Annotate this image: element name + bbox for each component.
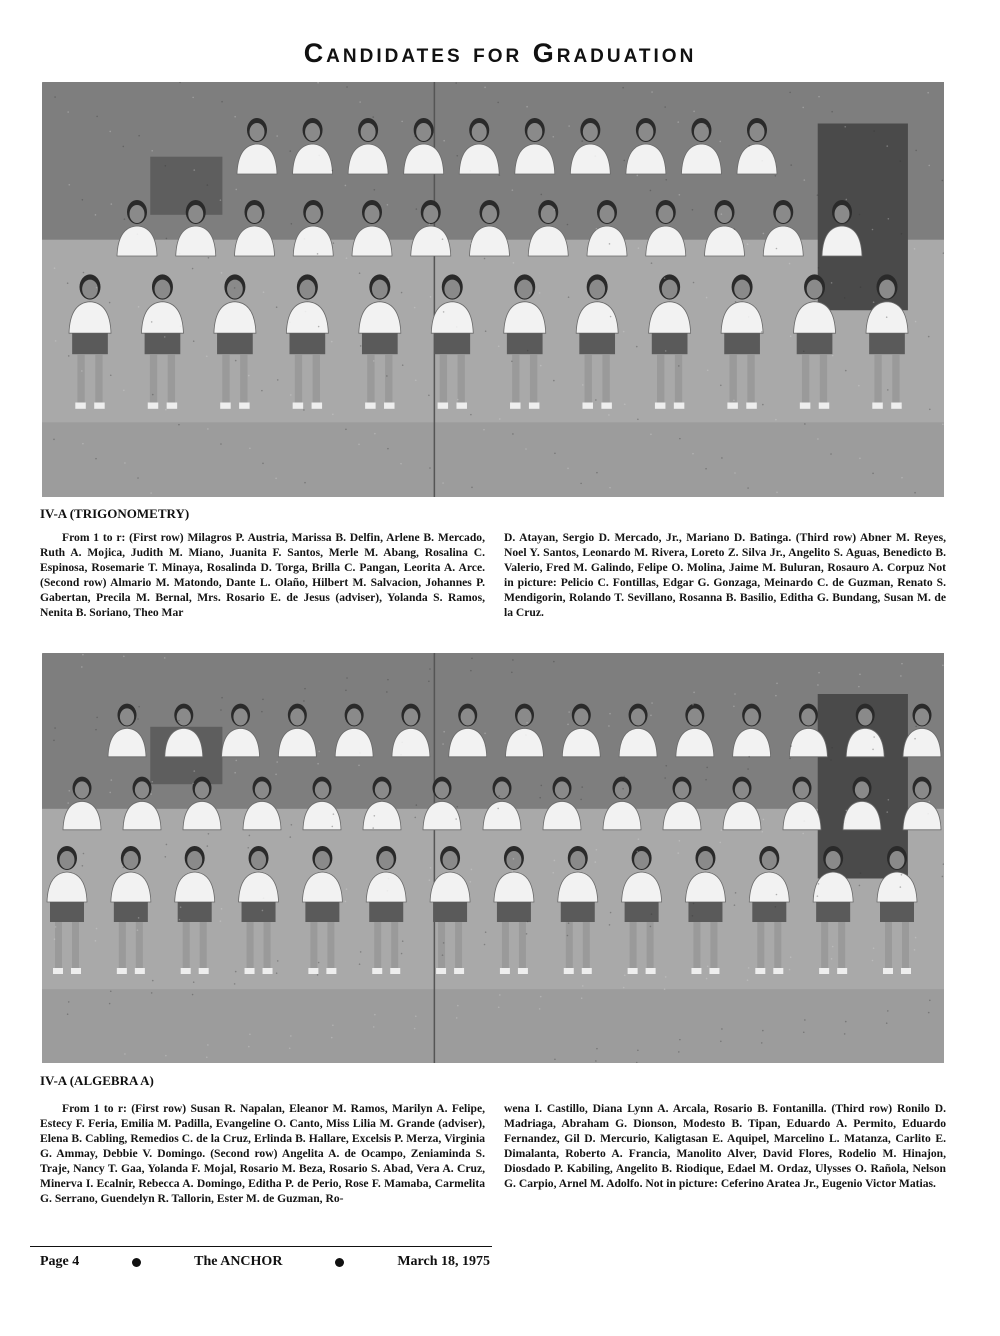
section-heading-algebra: IV-A (ALGEBRA A) <box>40 1073 154 1088</box>
caption-trigonometry-left: From 1 to r: (First row) Milagros P. Austria, Marissa B. Delfin, Arlene B. Mercado, Ruth A. Mojica, Judith M. Miano, Juanita F. Santos, Merle M. Abang, Rosalina C. Espinosa, Rosemarie T. Minaya, Rosalinda D. Torga, Brilla C. Pangan, Leorita A. Arce. (Second row) Almario M. Matondo, Dante L. Olaño, Hilbert M. Salvacion, Johannes P. Gabertan, Precila M. Bernal, Mrs. Rosario E. de Jesus (adviser), Yolanda S. Ramos, Nenita B. Soriano, Theo Mar <box>40 531 485 619</box>
class-photo-algebra <box>42 653 944 1063</box>
bullet-icon <box>335 1258 344 1267</box>
bullet-icon <box>132 1258 141 1267</box>
footer-publication: The ANCHOR <box>194 1254 283 1269</box>
class-photo-algebra-image <box>42 653 944 1063</box>
footer-date: March 18, 1975 <box>397 1254 490 1269</box>
caption-trigonometry-right: D. Atayan, Sergio D. Mercado, Jr., Mariano D. Batinga. (Third row) Abner M. Reyes, Noel Y. Santos, Leonardo M. Rivera, Loreto Z. Silva Jr., Angelito S. Aguas, Benedicto B. Valerio, Fred M. Galindo, Felipe O. Molina, Jaime M. Buluran, Rosauro A. Corpuz Not in picture: Pelicio C. Fontillas, Edgar G. Gonzaga, Meinardo C. de Guzman, Renato S. Mendigorin, Rolando T. Sevillano, Rosanna B. Basilio, Editha G. Bundang, Susan M. de la Cruz. <box>504 531 946 619</box>
caption-algebra-left: From 1 to r: (First row) Susan R. Napalan, Eleanor M. Ramos, Marilyn A. Felipe, Estecy F. Feria, Emilia M. Padilla, Evangeline O. Canto, Miss Lilia M. Grande (adviser), Elena B. Cabling, Remedios C. de la Cruz, Erlinda B. Hallare, Excelsis P. Merza, Virginia G. Ammay, Debbie V. Domingo. (Second row) Angelita A. de Ocampo, Zeniaminda S. Traje, Nancy T. Gaa, Yolanda F. Mojal, Rosario M. Beza, Rosario S. Abad, Vera A. Cruz, Minerva I. Ecalnir, Rebecca A. Domingo, Editha P. de Perio, Rose F. Mamaba, Carmelita G. Serrano, Guendelyn R. Tallorin, Ester M. de Guzman, Ro- <box>40 1102 485 1205</box>
footer-page-number: Page 4 <box>40 1254 80 1269</box>
caption-algebra-right: wena I. Castillo, Diana Lynn A. Arcala, Rosario B. Fontanilla. (Third row) Ronilo D. Madriaga, Abraham G. Dionson, Modesto B. Tipan, Eduardo A. Permito, Eduardo Fernandez, Gil D. Mercurio, Kaligtasan E. Aquipel, Marcelino L. Matanza, Carlito E. Dimalanta, Roberto A. Francia, Manolito Alver, David Flores, Rodelio M. Hinajon, Diosdado P. Kabiling, Angelito B. Riodique, Edael M. Ordaz, Ulysses O. Rañola, Nelson G. Carpio, Arnel M. Adolfo. Not in picture: Ceferino Aratea Jr., Eugenio Victor Matias. <box>504 1102 946 1190</box>
footer-rule <box>30 1246 492 1247</box>
section-heading-trigonometry: IV-A (TRIGONOMETRY) <box>40 506 190 521</box>
page-title: Candidates for Graduation <box>303 38 697 68</box>
class-photo-trigonometry-image <box>42 82 944 497</box>
class-photo-trigonometry <box>42 82 944 497</box>
page-footer <box>40 1252 490 1272</box>
